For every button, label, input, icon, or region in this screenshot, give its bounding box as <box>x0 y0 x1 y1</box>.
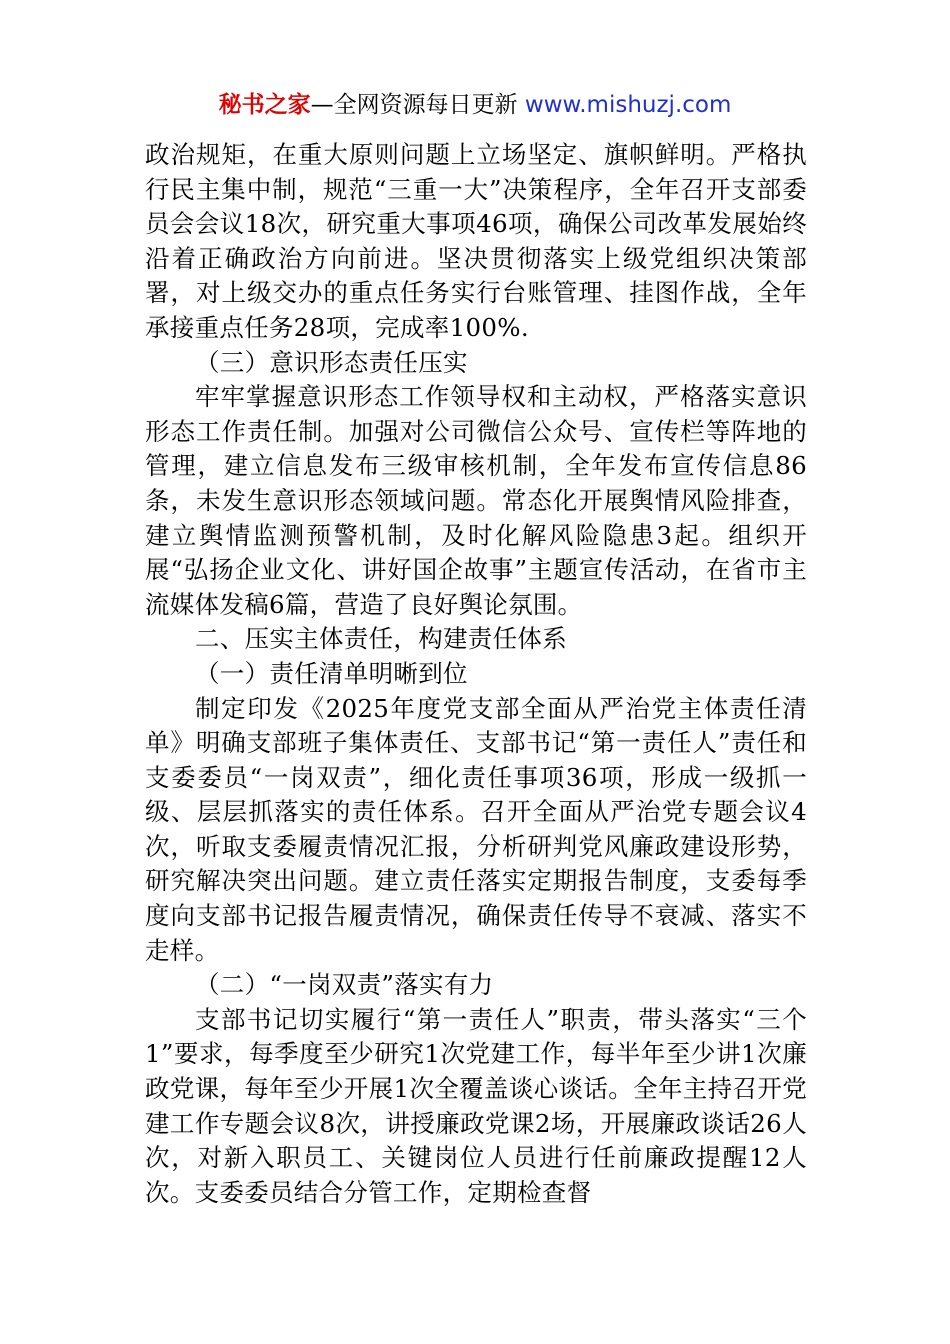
paragraph-body: 支部书记切实履行“第一责任人”职责，带头落实“三个1”要求，每季度至少研究1次党建工作，每半年至少讲1次廉政党课，每年至少开展1次全覆盖谈心谈话。全年主持召开党建工作专题会议8次，讲授廉政党课2场，开展廉政谈话26人次，对新入职员工、关键岗位人员进行任前廉政提醒12人次。支委委员结合分管工作，定期检查督 <box>145 1004 807 1207</box>
paragraph-body: 政治规矩，在重大原则问题上立场坚定、旗帜鲜明。严格执行民主集中制，规范“三重一大”决策程序，全年召开支部委员会会议18次，研究重大事项46项，确保公司改革发展始终沿着正确政治方向前进。坚决贯彻落实上级党组织决策部署，对上级交办的重点任务实行台账管理、挂图作战，全年承接重点任务28项，完成率100%. <box>145 140 807 342</box>
paragraph-body: 牢牢掌握意识形态工作领导权和主动权，严格落实意识形态工作责任制。加强对公司微信公众号、宣传栏等阵地的管理，建立信息发布三级审核机制，全年发布宣传信息86条，未发生意识形态领域问题。常态化开展舆情风险排查，建立舆情监测预警机制，及时化解风险隐患3起。组织开展“弘扬企业文化、讲好国企故事”主题宣传活动，在省市主流媒体发稿6篇，营造了良好舆论氛围。 <box>145 382 807 619</box>
section-heading: （二）“一岗双责”落实有力 <box>195 970 494 1000</box>
banner-tagline: —全网资源每日更新 <box>310 92 518 118</box>
section-heading: 二、压实主体责任，构建责任体系 <box>195 624 567 654</box>
paragraph-body: 制定印发《2025年度党支部全面从严治党主体责任清单》明确支部班子集体责任、支部书记“第一责任人”责任和支委委员“一岗双责”，细化责任事项36项，形成一级抓一级、层层抓落实的责任体系。召开全面从严治党专题会议4次，听取支委履责情况汇报，分析研判党风廉政建设形势，研究解决突出问题。建立责任落实定期报告制度，支委每季度向支部书记报告履责情况，确保责任传导不衰减、落实不走样。 <box>145 693 807 965</box>
section-heading: （一）责任清单明晰到位 <box>195 658 468 688</box>
section-heading: （三）意识形态责任压实 <box>195 347 468 377</box>
site-url-link[interactable]: www.mishuzj.com <box>524 92 732 118</box>
site-banner <box>0 88 950 122</box>
document-body <box>145 138 807 1210</box>
brand-name: 秘书之家 <box>218 92 311 118</box>
